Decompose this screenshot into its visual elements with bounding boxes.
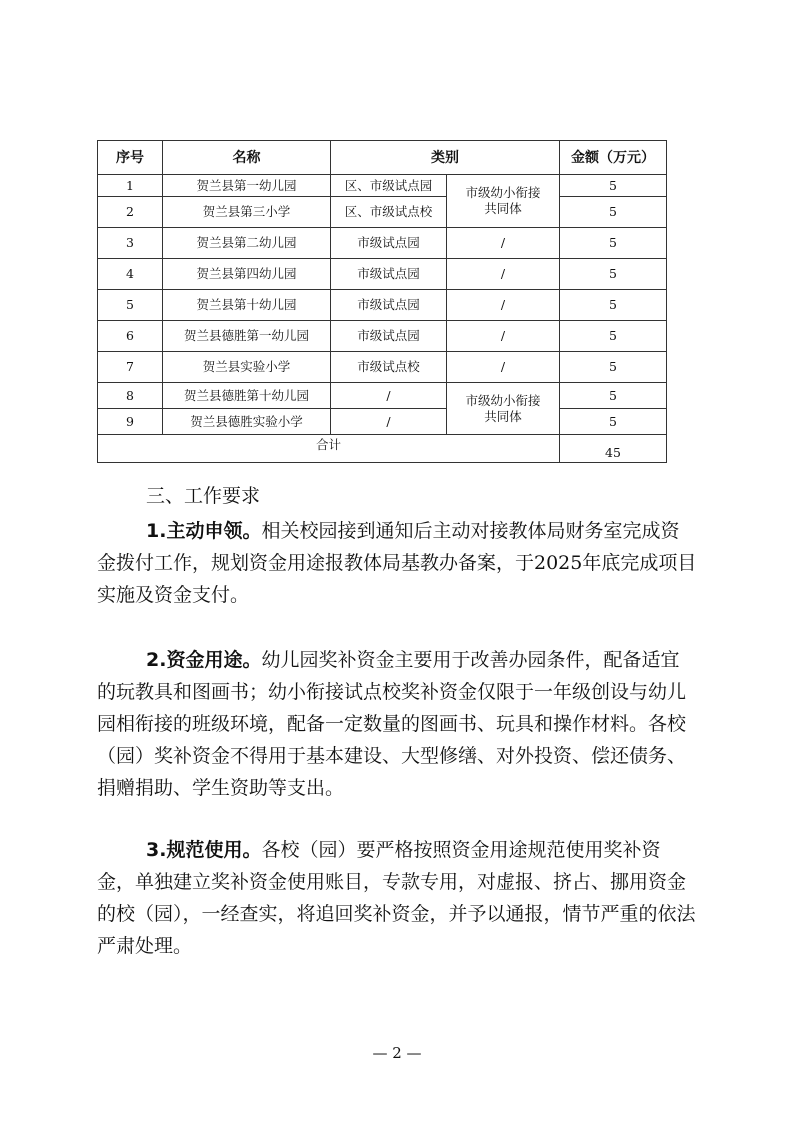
row-no: 6: [98, 321, 163, 352]
group-line: 共同体: [484, 201, 522, 216]
col-header-no: 序号: [98, 141, 163, 175]
row-amount: 5: [560, 290, 667, 321]
row-category: 市级试点园: [331, 290, 447, 321]
row-name: 贺兰县第三小学: [163, 197, 331, 228]
row-no: 3: [98, 228, 163, 259]
table-row: [98, 290, 667, 321]
row-no: 8: [98, 383, 163, 409]
row-amount: 5: [560, 228, 667, 259]
row-amount: 5: [560, 321, 667, 352]
row-no: 9: [98, 409, 163, 435]
col-header-amount: 金额（万元）: [560, 141, 667, 175]
total-value: 45: [560, 435, 667, 463]
row-name: 贺兰县第十幼儿园: [163, 290, 331, 321]
table-row: [98, 228, 667, 259]
row-category-group: [447, 175, 560, 228]
item-title: 2.资金用途。: [146, 649, 262, 671]
group-line: 共同体: [484, 408, 522, 424]
table-row: [98, 321, 667, 352]
row-category: 市级试点校: [331, 352, 447, 383]
table-row: [98, 259, 667, 290]
row-category-2: /: [447, 290, 560, 321]
table-header-row: [98, 141, 667, 175]
row-category-group: [447, 383, 560, 435]
row-no: 2: [98, 197, 163, 228]
col-header-name: 名称: [163, 141, 331, 175]
row-name: 贺兰县德胜第十幼儿园: [163, 383, 331, 409]
item-body: 各校（园）要严格按照资金用途规范使用奖补资金，单独建立奖补资金使用账目，专款专用，对虚报、挤占、挪用资金的校（园），一经查实，将追回奖补资金，并予以通报，情节严重的依法严肃处理。: [97, 839, 696, 957]
row-category: 区、市级试点校: [331, 197, 447, 228]
row-no: 5: [98, 290, 163, 321]
row-category: /: [331, 409, 447, 435]
requirement-item-2: [97, 644, 697, 804]
table-row: [98, 352, 667, 383]
table-row: [98, 197, 667, 228]
row-amount: 5: [560, 352, 667, 383]
table-row: [98, 409, 667, 435]
row-category-2: /: [447, 321, 560, 352]
item-title: 1.主动申领。: [146, 520, 262, 542]
row-no: 4: [98, 259, 163, 290]
funding-table: [97, 140, 667, 463]
row-amount: 5: [560, 175, 667, 197]
row-category: 市级试点园: [331, 259, 447, 290]
requirement-item-3: [97, 834, 697, 962]
table-row: [98, 175, 667, 197]
row-name: 贺兰县第一幼儿园: [163, 175, 331, 197]
col-header-category: 类别: [331, 141, 560, 175]
group-line: 市级幼小衔接: [465, 185, 541, 200]
group-line: 市级幼小衔接: [465, 392, 541, 408]
row-name: 贺兰县第四幼儿园: [163, 259, 331, 290]
row-amount: 5: [560, 197, 667, 228]
item-body: 相关校园接到通知后主动对接教体局财务室完成资金拨付工作，规划资金用途报教体局基教办备案，于2025年底完成项目实施及资金支付。: [97, 520, 697, 606]
table-total-row: [98, 435, 667, 463]
row-category: /: [331, 383, 447, 409]
row-category: 市级试点园: [331, 321, 447, 352]
total-label: 合计: [98, 435, 560, 463]
requirement-item-1: [97, 515, 697, 611]
row-name: 贺兰县第二幼儿园: [163, 228, 331, 259]
row-category-2: /: [447, 228, 560, 259]
table-row: [98, 383, 667, 409]
row-no: 1: [98, 175, 163, 197]
row-category-2: /: [447, 259, 560, 290]
row-category: 区、市级试点园: [331, 175, 447, 197]
row-name: 贺兰县德胜第一幼儿园: [163, 321, 331, 352]
row-amount: 5: [560, 259, 667, 290]
row-name: 贺兰县德胜实验小学: [163, 409, 331, 435]
page-number: — 2 —: [372, 1044, 422, 1062]
section-heading: 三、工作要求: [146, 485, 261, 507]
row-category: 市级试点园: [331, 228, 447, 259]
row-name: 贺兰县实验小学: [163, 352, 331, 383]
item-body: 幼儿园奖补资金主要用于改善办园条件，配备适宜的玩教具和图画书；幼小衔接试点校奖补资金仅限于一年级创设与幼儿园相衔接的班级环境，配备一定数量的图画书、玩具和操作材料。各校（园）奖补资金不得用于基本建设、大型修缮、对外投资、偿还债务、捐赠捐助、学生资助等支出。: [97, 649, 687, 799]
row-amount: 5: [560, 383, 667, 409]
row-amount: 5: [560, 409, 667, 435]
row-category-2: /: [447, 352, 560, 383]
row-no: 7: [98, 352, 163, 383]
item-title: 3.规范使用。: [146, 839, 262, 861]
